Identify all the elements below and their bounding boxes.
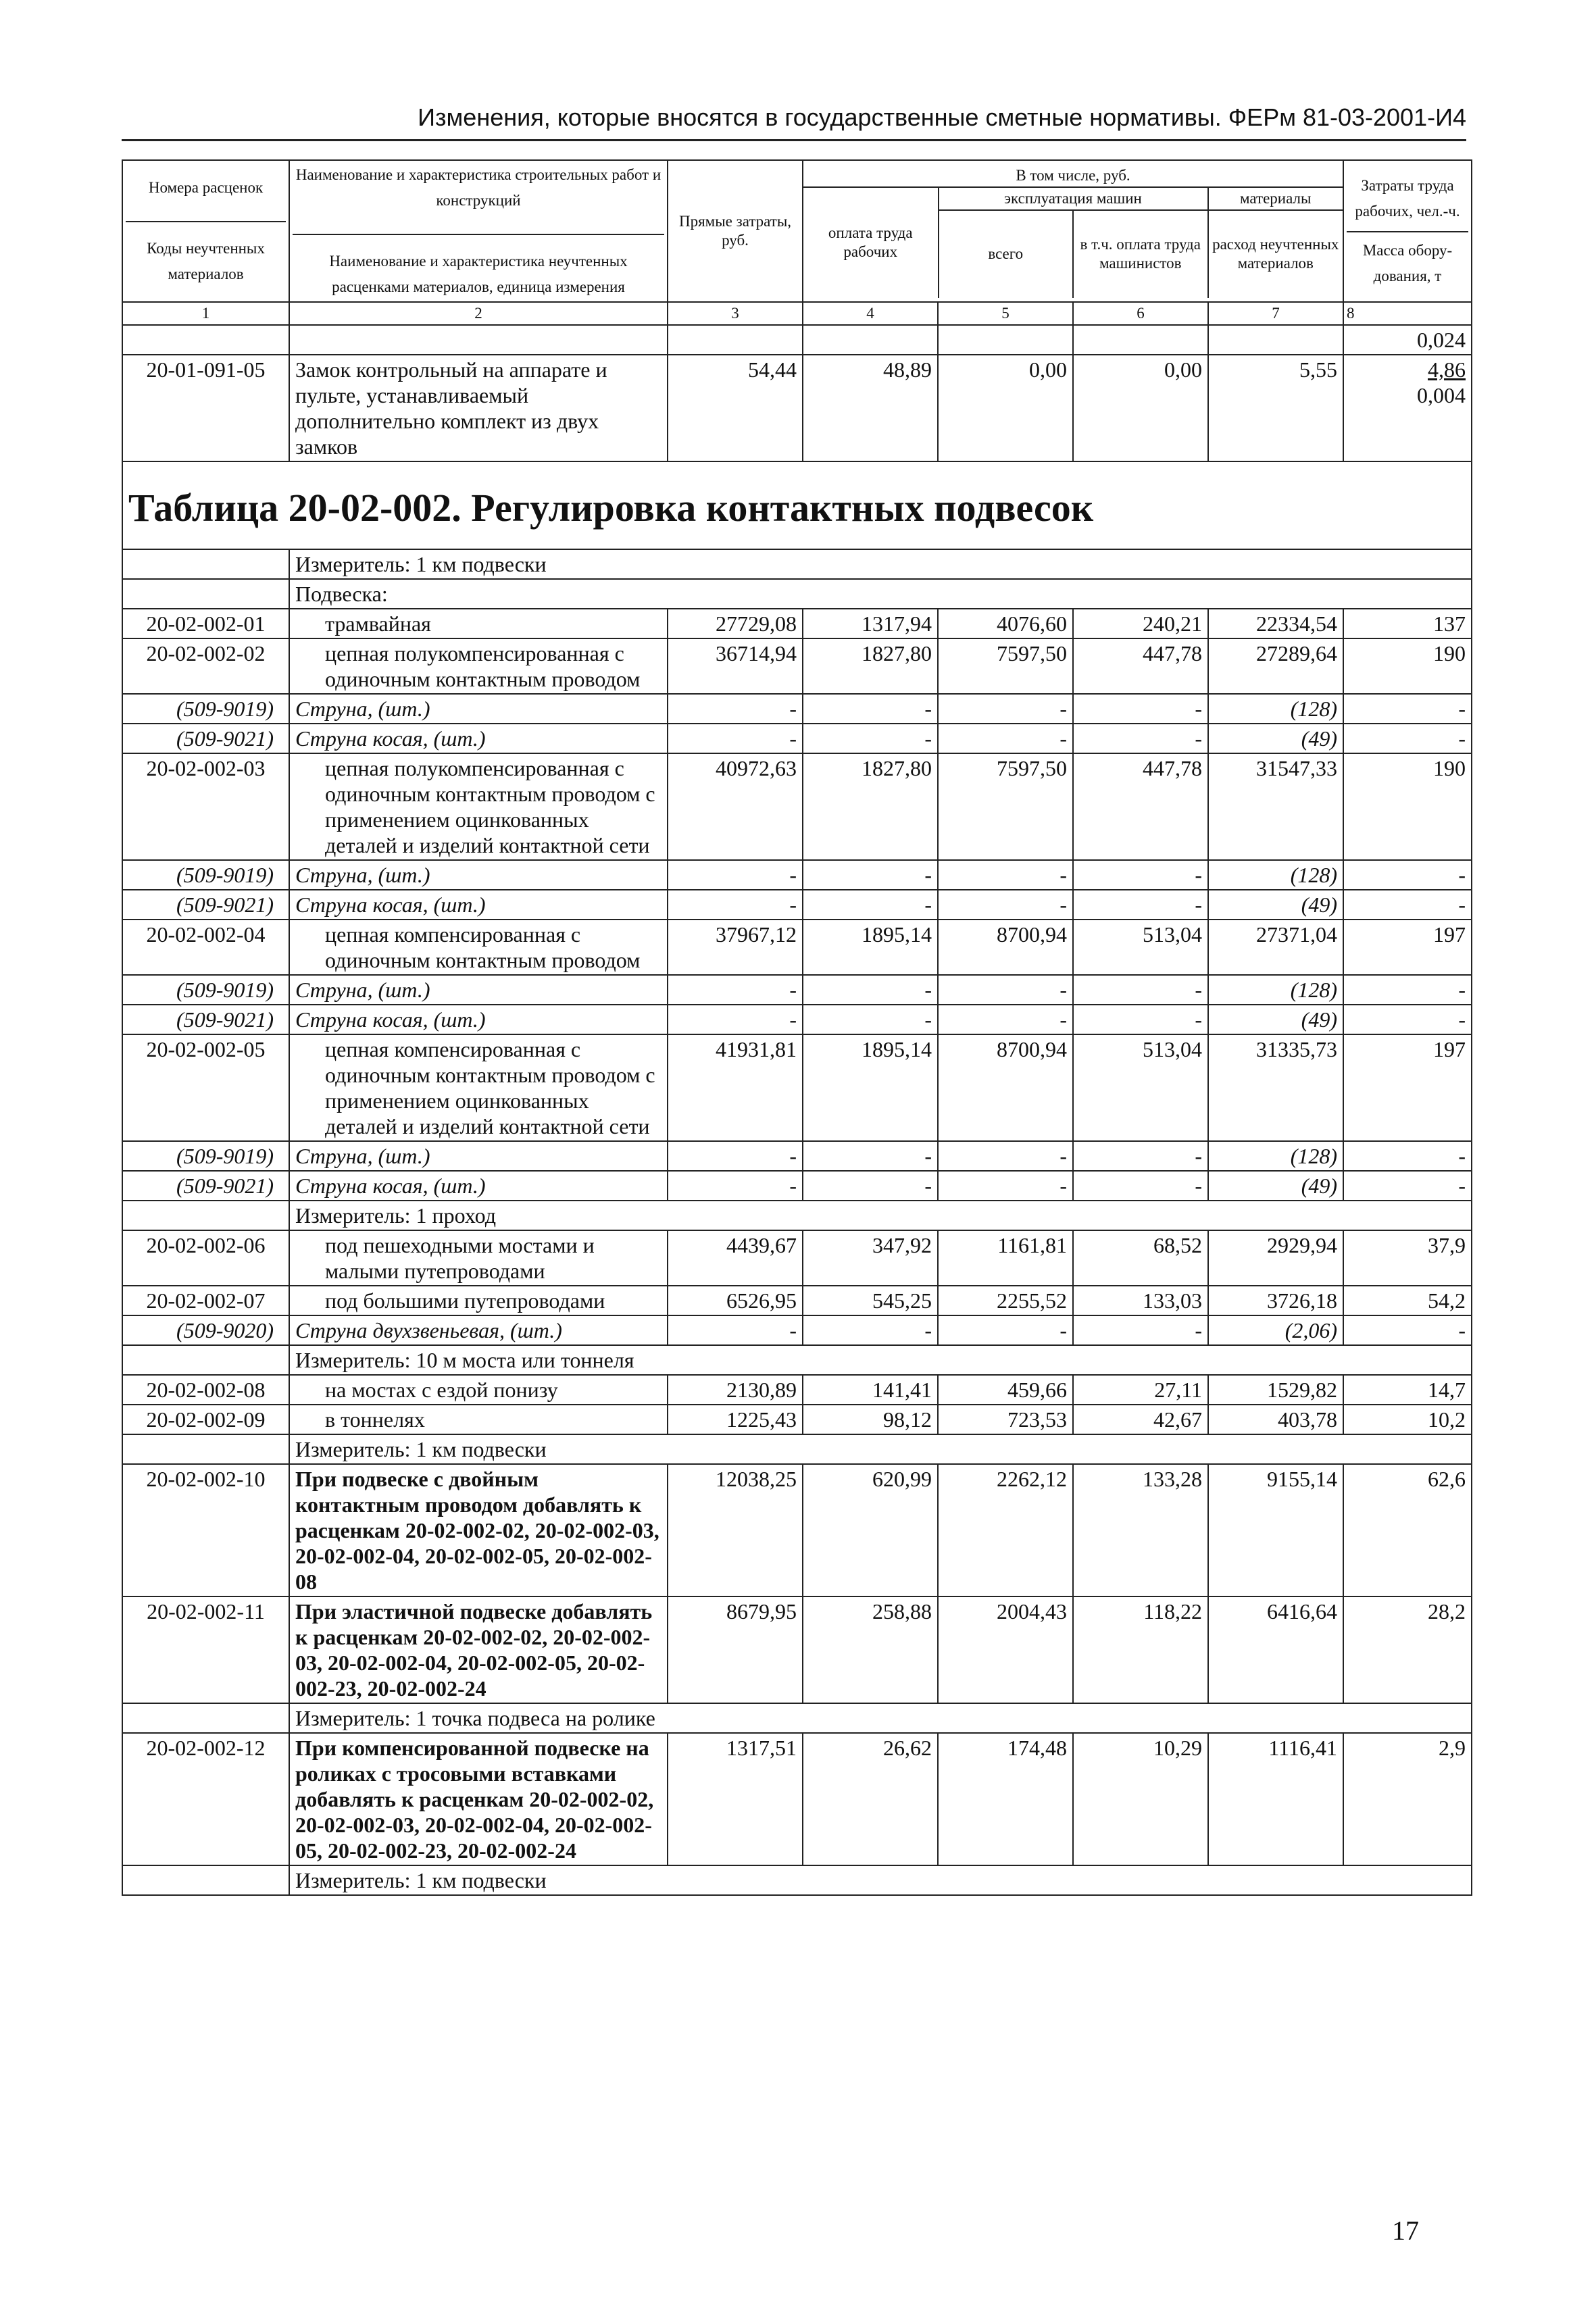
table-row: 20-02-002-02 цепная полукомпенсированная с одиночным контактным проводом 36714,94 1827,80 7597,50 447,78 27289,64 190 [122,638,1472,694]
material-row: (509-9021) Струна косая, (шт.) - - - - (49) - [122,890,1472,920]
table-row: 20-02-002-07 под большими путепроводами 6526,95 545,25 2255,52 133,03 3726,18 54,2 [122,1286,1472,1315]
rates-table [122,159,1472,1896]
table-row: 20-01-091-05 Замок контрольный на аппарате и пульте, устанавливаемый дополнительно комплект из двух замков 54,44 48,89 0,00 0,00 5,55 4,86 0,004 [122,355,1472,461]
material-row: (509-9021) Струна косая, (шт.) - - - - (49) - [122,1171,1472,1201]
document-header: Изменения, которые вносятся в государственные сметные нормативы. ФЕРм 81-03-2001-И4 [122,99,1466,141]
material-row: (509-9021) Струна косая, (шт.) - - - - (49) - [122,724,1472,753]
col-direct-header: Прямые затраты, руб. [668,160,803,302]
measure-row: Измеритель: 1 км подвески [122,1865,1472,1895]
price-table-sheet [122,159,1472,1896]
table-row: 20-02-002-08 на мостах с ездой понизу 2130,89 141,41 459,66 27,11 1529,82 14,7 [122,1375,1472,1405]
col-name-header: Наименование и характеристика строительных работ и конструкций Наименование и характеристика неучтенных расценками материалов, единица измерения [289,160,668,302]
material-row: (509-9021) Струна косая, (шт.) - - - - (49) - [122,1005,1472,1034]
table-row: 20-02-002-11 При эластичной подвеске добавлять к расценкам 20-02-002-02, 20-02-002-03, 20-02-002-04, 20-02-002-05, 20-02-002-23, 20-02-002-24 8679,95 258,88 2004,43 118,22 6416,64 28,2 [122,1596,1472,1703]
table-title-row [122,461,1472,549]
material-row: (509-9019) Струна, (шт.) - - - - (128) - [122,1141,1472,1171]
col-group-header: В том числе, руб. оплата труда рабочих эксплуатация машин материалы всего в т.ч. оплата труда машинистов расход неучтенных материалов [803,160,1343,302]
prev-mass-row: 0,024 [122,325,1472,355]
material-row: (509-9019) Струна, (шт.) - - - - (128) - [122,975,1472,1005]
table-row: 20-02-002-01 трамвайная 27729,08 1317,94 4076,60 240,21 22334,54 137 [122,609,1472,638]
table-row: 20-02-002-05 цепная компенсированная с одиночным контактным проводом с применением оцинкованных деталей и изделий контактной сети 41931,81 1895,14 8700,94 513,04 31335,73 197 [122,1034,1472,1141]
measure-row: Измеритель: 1 точка подвеса на ролике [122,1703,1472,1733]
measure-row: Измеритель: 1 км подвески [122,549,1472,579]
material-row: (509-9019) Струна, (шт.) - - - - (128) - [122,860,1472,890]
material-row: (509-9020) Струна двухзвеньевая, (шт.) - - - - (2,06) - [122,1315,1472,1345]
table-row: 20-02-002-10 При подвеске с двойным контактным проводом добавлять к расценкам 20-02-002-02, 20-02-002-03, 20-02-002-04, 20-02-002-05, 20-02-002-08 12038,25 620,99 2262,12 133,28 9155,14 62,6 [122,1464,1472,1596]
measure-row: Измеритель: 10 м моста или тоннеля [122,1345,1472,1375]
table-row: 20-02-002-03 цепная полукомпенсированная с одиночным контактным проводом с применением оцинкованных деталей и изделий контактной сети 40972,63 1827,80 7597,50 447,78 31547,33 190 [122,753,1472,860]
column-numbers-row: 1 2 3 4 5 6 7 8 [122,302,1472,325]
page-number: 17 [1392,2215,1419,2246]
subheading-row: Подвеска: [122,579,1472,609]
measure-row: Измеритель: 1 км подвески [122,1434,1472,1464]
table-title: Таблица 20-02-002. Регулировка контактных подвесок [122,461,1472,549]
table-row: 20-02-002-12 При компенсированной подвеске на роликах с тросовыми вставками добавлять к расценкам 20-02-002-02, 20-02-002-03, 20-02-002-04, 20-02-002-05, 20-02-002-23, 20-02-002-24 1317,51 26,62 174,48 10,29 1116,41 2,9 [122,1733,1472,1865]
table-row: 20-02-002-09 в тоннелях 1225,43 98,12 723,53 42,67 403,78 10,2 [122,1405,1472,1434]
table-row: 20-02-002-06 под пешеходными мостами и малыми путепроводами 4439,67 347,92 1161,81 68,52 2929,94 37,9 [122,1230,1472,1286]
table-row: 20-02-002-04 цепная компенсированная с одиночным контактным проводом 37967,12 1895,14 8700,94 513,04 27371,04 197 [122,920,1472,975]
col-labor-header: Затраты труда рабочих, чел.-ч. Масса обору-дования, т [1343,160,1472,302]
measure-row: Измеритель: 1 проход [122,1201,1472,1230]
col-codes-header: Номера расценок Коды неучтенных материалов [122,160,289,302]
material-row: (509-9019) Струна, (шт.) - - - - (128) - [122,694,1472,724]
